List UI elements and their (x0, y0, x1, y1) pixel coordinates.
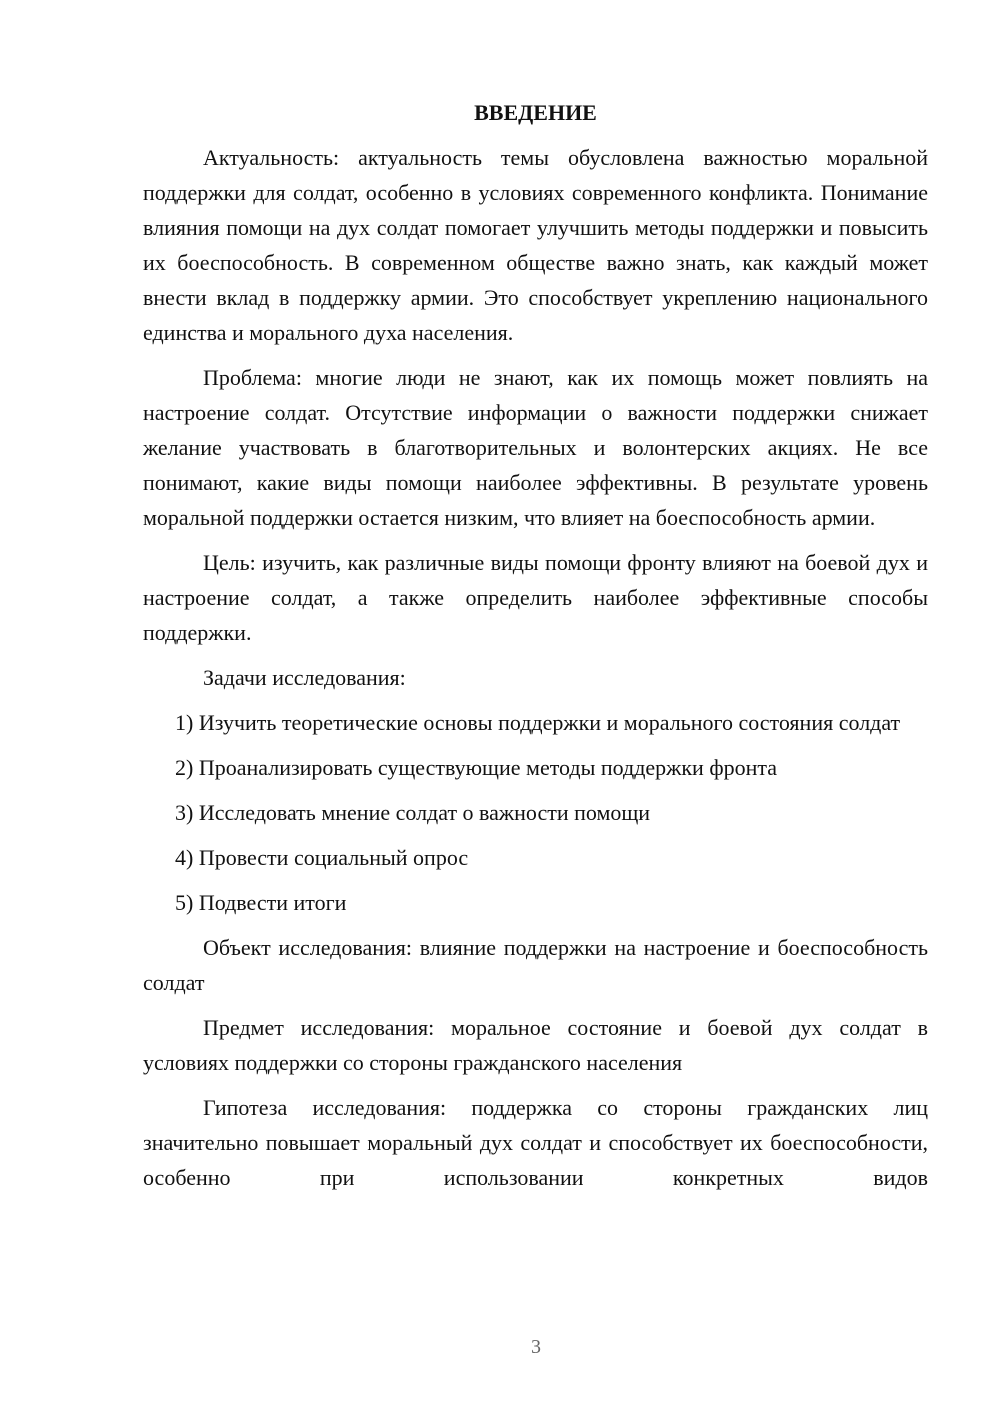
paragraph-hypothesis: Гипотеза исследования: поддержка со стороны гражданских лиц значительно повышает моральный дух солдат и способствует их боеспособности, особенно при использовании конкретных видов (143, 1095, 928, 1190)
task-item-5: 5) Подвести итоги (175, 890, 347, 915)
section-title: ВВЕДЕНИЕ (474, 100, 597, 125)
page-content (143, 95, 928, 1205)
paragraph-subject: Предмет исследования: моральное состояние и боевой дух солдат в условиях поддержки со стороны гражданского населения (143, 1015, 928, 1075)
paragraph-problem: Проблема: многие люди не знают, как их помощь может повлиять на настроение солдат. Отсутствие информации о важности поддержки снижает желание участвовать в благотворительных и волонтерских акциях. Не все понимают, какие виды помощи наиболее эффективны. В результате уровень моральной поддержки остается низким, что влияет на боеспособность армии. (143, 365, 928, 530)
paragraph-relevance: Актуальность: актуальность темы обусловлена важностью моральной поддержки для солдат, особенно в условиях современного конфликта. Понимание влияния помощи на дух солдат помогает улучшить методы поддержки и повысить их боеспособность. В современном обществе важно знать, как каждый может внести вклад в поддержку армии. Это способствует укреплению национального единства и морального духа населения. (143, 145, 928, 345)
task-item-3: 3) Исследовать мнение солдат о важности помощи (175, 800, 651, 825)
tasks-heading: Задачи исследования: (203, 665, 406, 690)
task-item-1: 1) Изучить теоретические основы поддержки и морального состояния солдат (175, 710, 901, 735)
page-number: 3 (531, 1336, 541, 1358)
paragraph-object: Объект исследования: влияние поддержки на настроение и боеспособность солдат (143, 935, 928, 995)
paragraph-goal: Цель: изучить, как различные виды помощи фронту влияют на боевой дух и настроение солдат, а также определить наиболее эффективные способы поддержки. (143, 550, 928, 645)
task-item-2: 2) Проанализировать существующие методы поддержки фронта (175, 755, 778, 780)
task-item-4: 4) Провести социальный опрос (175, 845, 469, 870)
